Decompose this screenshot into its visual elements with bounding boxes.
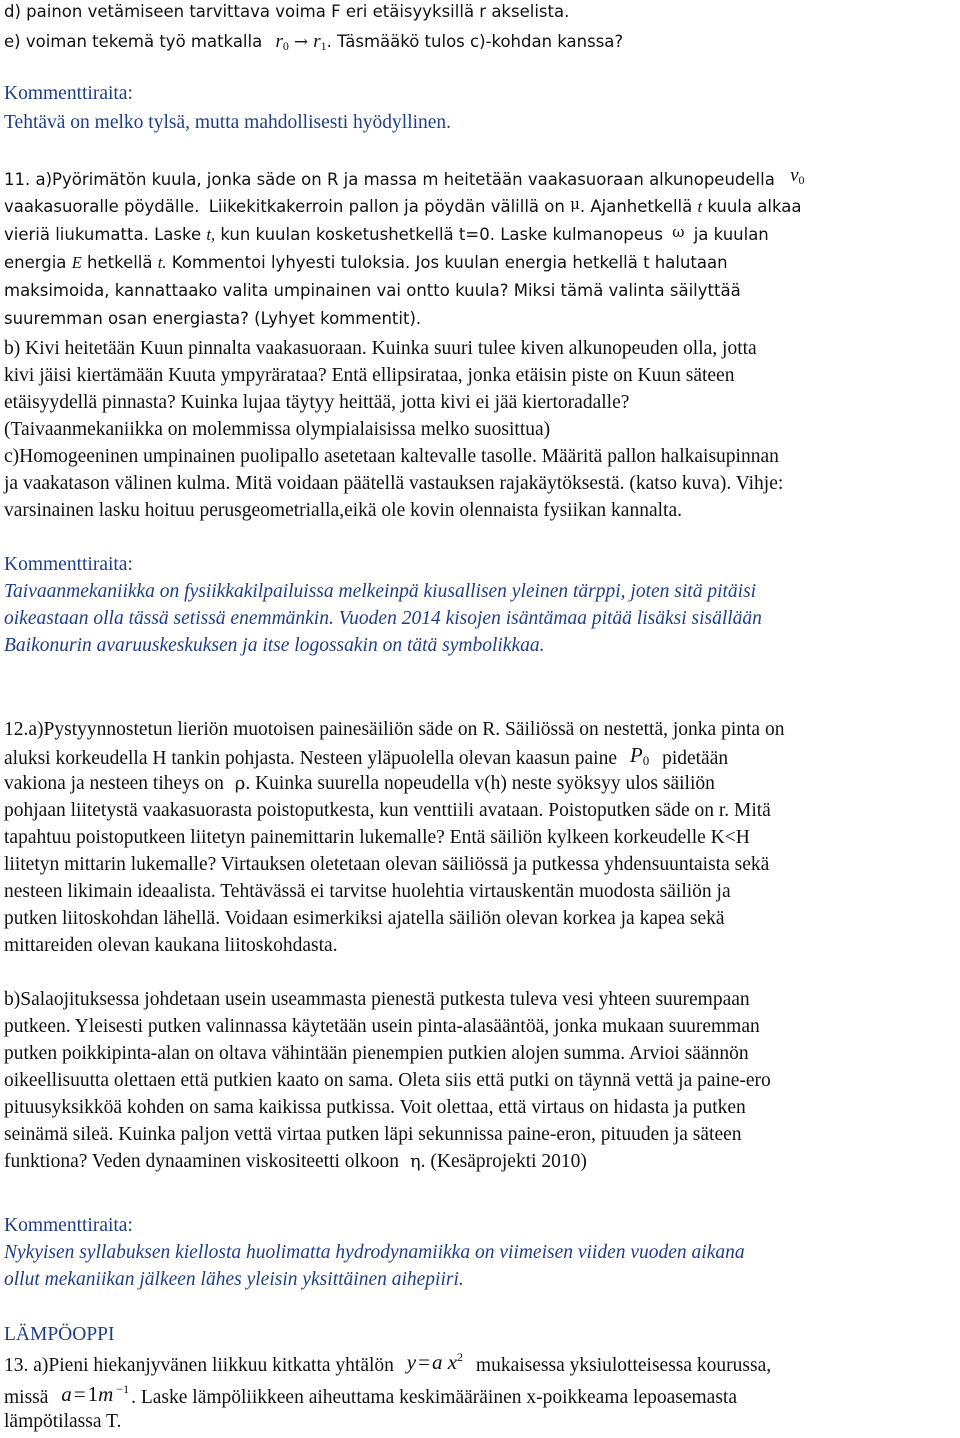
problem12-line: pituusyksikköä kohden on sama kaikissa putkissa. Voit olettaa, että virtaus on hidasta ja putken — [4, 1097, 746, 1118]
problem12-line: vakiona ja nesteen tiheys on ρ. Kuinka suurella nopeudella v(h) neste syöksyy ulos säiliön — [4, 773, 715, 794]
section-heading: LÄMPÖOPPI — [4, 1324, 115, 1345]
comment-heading: Kommenttiraita: — [4, 83, 133, 104]
arrow-symbol: → — [294, 32, 308, 51]
problem12-line: putken liitoskohdan lähellä. Voidaan esimerkiksi ajatella säiliön olevan korkea ja kapea sekä — [4, 908, 725, 929]
problem12-line: pohjaan liitetystä vaakasuorasta poistoputkesta, kun venttiili avataan. Poistoputken säde on r. Mitä — [4, 800, 771, 821]
comment-text: Nykyisen syllabuksen kiellosta huolimatta hydrodynamiikka on viimeisen viiden vuoden aikana — [4, 1242, 745, 1263]
problem12-line: liitetyn mittarin lukemalle? Virtauksen oletetaan olevan säiliössä ja putkessa yhdensuuntaista sekä — [4, 854, 770, 875]
v0-symbol: $v_0$ — [790, 165, 805, 187]
comment-text: Taivaanmekaniikka on fysiikkakilpailuissa melkeinpä kiusallisen yleinen tärppi, joten sitä pitäisi — [4, 581, 757, 602]
problem12-line: aluksi korkeudella H tankin pohjasta. Nesteen yläpuolella olevan kaasun paine $P_0$ pidetään — [4, 743, 729, 769]
problem13-line: lämpötilassa T. — [4, 1411, 122, 1432]
problem10-item-d: d) painon vetämiseen tarvittava voima F eri etäisyyksillä r akselista. — [4, 2, 570, 21]
comment-text: oikeastaan olla tässä setissä enemmänkin. Vuoden 2014 kisojen isäntämaa pitää lisäksi sisällään — [4, 608, 762, 629]
equation-y-ax2: y=a $x^2$ — [406, 1350, 464, 1374]
mu-symbol: μ — [570, 195, 580, 213]
problem13-line: missä a=1m $^{-1}$ . Laske lämpöliikkeen aiheuttama keskimääräinen x-poikkeama lepoasemasta — [4, 1382, 737, 1408]
problem12-line: mittareiden olevan kaukana liitoskohdasta. — [4, 935, 338, 956]
comment-text: Tehtävä on melko tylsä, mutta mahdollisesti hyödyllinen. — [4, 112, 452, 133]
comment-text: Baikonurin avaruuskeskuksen ja itse logossakin on tätä symbolikkaa. — [4, 635, 545, 656]
problem11-line: varsinainen lasku hoituu perusgeometrialla,eikä ole kovin olennaista fysiikan kannalta. — [4, 500, 682, 521]
rho-symbol: ρ — [234, 773, 246, 794]
problem11-line: maksimoida, kannattaako valita umpinainen vai ontto kuula? Miksi tämä valinta säilyttää — [4, 281, 741, 300]
problem12-line: tapahtuu poistoputkeen liitetyn painemittarin lukemalle? Entä säiliön kylkeen korkeudelle K<H — [4, 827, 750, 848]
problem11-line: ja vaakatason välinen kulma. Mitä voidaan päätellä vastauksen rajakäytöksestä. (katso kuva). Vihje: — [4, 473, 784, 494]
problem12-line: b)Salaojituksessa johdetaan usein useammasta pienestä putkesta tuleva vesi yhteen suurempaan — [4, 989, 750, 1010]
problem11-line: energia E hetkellä t. Kommentoi lyhyesti tuloksia. Jos kuulan energia hetkellä t halutaan — [4, 253, 728, 272]
equation-a-value: a=1m $^{-1}$ — [61, 1382, 130, 1406]
comment-heading: Kommenttiraita: — [4, 1215, 133, 1236]
problem10-item-e: e) voiman tekemä työ matkalla $r_0 \to r_1$. Täsmääkö tulos c)-kohdan kanssa? — [4, 31, 624, 53]
problem11-line: vieriä liukumatta. Laske t, kun kuulan kosketushetkellä t=0. Laske kulmanopeus ω ja kuulan — [4, 223, 769, 244]
problem11-line: suuremman osan energiasta? (Lyhyet kommentit). — [4, 309, 422, 328]
problem12-line: seinämä sileä. Kuinka paljon vettä virtaa putken läpi sekunnissa paine-eron, pituuden ja säteen — [4, 1124, 742, 1145]
problem13-line: 13. a)Pieni hiekanjyvänen liikkuu kitkatta yhtälön y=a $x^2$ mukaisessa yksiulotteisessa kourussa, — [4, 1350, 772, 1376]
problem12-line: nesteen likimain ideaalista. Tehtävässä ei tarvitse huolehtia virtauskentän muodosta säiliön ja — [4, 881, 731, 902]
r1-symbol: $r_1$ — [313, 31, 327, 53]
problem11-line: etäisyydellä pinnasta? Kuinka lujaa täytyy heittää, jotta kivi ei jää kiertoradalle? — [4, 392, 630, 413]
r0-symbol: $r_0$ — [275, 31, 289, 53]
problem11-line: (Taivaanmekaniikka on molemmissa olympialaisissa melko suosittua) — [4, 419, 551, 440]
problem12-line: funktiona? Veden dynaaminen viskositeetti olkoon η. (Kesäprojekti 2010) — [4, 1151, 587, 1172]
comment-text: ollut mekaniikan jälkeen lähes yleisin yksittäinen aihepiiri. — [4, 1269, 464, 1290]
comment-heading: Kommenttiraita: — [4, 554, 133, 575]
problem11-line: b) Kivi heitetään Kuun pinnalta vaakasuoraan. Kuinka suuri tulee kiven alkunopeuden olla, jotta — [4, 338, 757, 359]
problem12-line: putkeen. Yleisesti putken valinnassa käytetään usein pinta-alasääntöä, jonka mukaan suuremman — [4, 1016, 760, 1037]
problem11-line: 11. a)Pyörimätön kuula, jonka säde on R ja massa m heitetään vaakasuoraan alkunopeudella $v_0$ — [4, 165, 805, 189]
problem12-line: 12.a)Pystyynnostetun lieriön muotoisen painesäiliön säde on R. Säiliössä on nestettä, jonka pinta on — [4, 719, 785, 740]
problem12-line: oikeellisuutta olettaen että putkien kaato on sama. Oleta siis että putki on täynnä vettä ja paine-ero — [4, 1070, 771, 1091]
problem11-line: vaakasuoralle pöydälle. Liikekitkakerroin pallon ja pöydän välillä on μ. Ajanhetkellä t kuula alkaa — [4, 195, 802, 216]
p0-symbol: $P_0$ — [629, 743, 650, 768]
problem11-line: c)Homogeeninen umpinainen puolipallo asetetaan kaltevalle tasolle. Määritä pallon halkaisupinnan — [4, 446, 779, 467]
problem12-line: putken poikkipinta-alan on oltava vähintään pienempien putkien alojen summa. Arvioi säännön — [4, 1043, 749, 1064]
problem11-line: kivi jäisi kiertämään Kuuta ympyrärataa? Entä ellipsirataa, jonka etäisin piste on Kuun säteen — [4, 365, 735, 386]
eta-symbol: η — [409, 1151, 421, 1172]
omega-symbol: ω — [672, 223, 685, 241]
